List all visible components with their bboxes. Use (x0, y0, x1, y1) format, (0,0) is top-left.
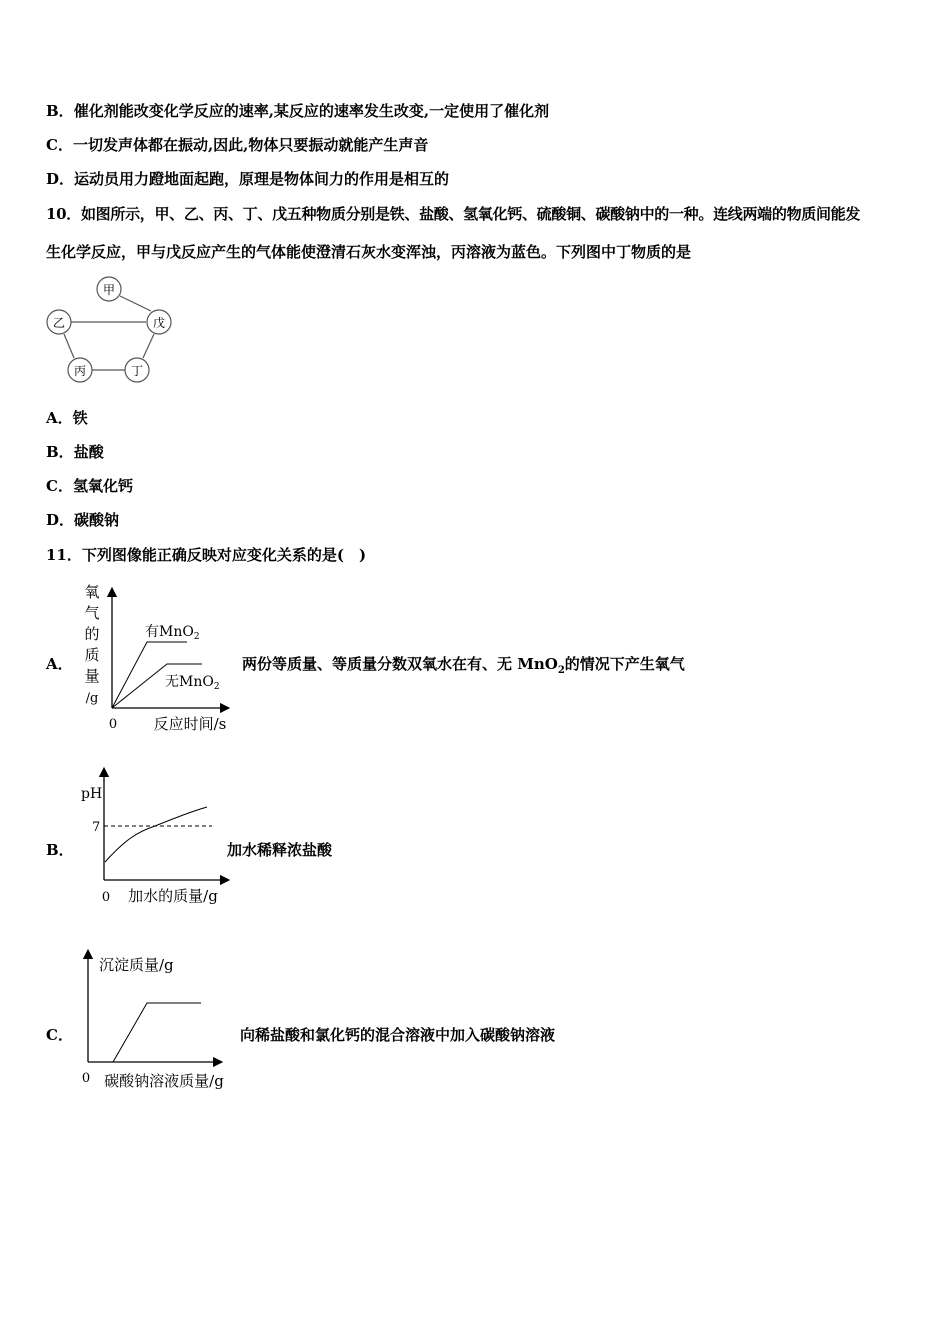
option-text: 运动员用力蹬地面起跑，原理是物体间力的作用是相互的 (74, 170, 450, 188)
q11-stem: 11．下列图像能正确反映对应变化关系的是( ) (46, 546, 367, 564)
edge-yi-bing (64, 334, 74, 358)
x-axis-label: 加水的质量/g (128, 887, 218, 905)
q10-option-a (46, 408, 88, 428)
y-axis-label-char: 气 (84, 604, 100, 622)
q9-option-c (46, 135, 428, 155)
x-axis-label: 反应时间/s (153, 715, 227, 733)
node-wu (147, 310, 171, 334)
precipitate-curve (113, 1003, 201, 1062)
option-letter: B． (46, 102, 74, 120)
q9-option-b (46, 101, 549, 121)
node-yi-label: 乙 (52, 316, 66, 330)
q11-option-c-desc: 向稀盐酸和氯化钙的混合溶液中加入碳酸钠溶液 (240, 1026, 556, 1044)
tick-7-label: 7 (92, 820, 101, 835)
option-letter: D． (46, 170, 75, 188)
y-axis-label: 沉淀质量/g (99, 956, 174, 974)
label-without-mno2: 无MnO$_2$ (165, 674, 220, 692)
origin-label: 0 (108, 717, 118, 732)
q9-option-d (46, 169, 449, 189)
option-letter: A． (46, 409, 73, 427)
q10-option-b (46, 442, 104, 462)
edge-jia-wu (120, 296, 151, 311)
q11-graph-a (75, 578, 250, 738)
option-text: 碳酸钠 (74, 511, 120, 529)
q11-option-a-letter: A． (46, 655, 73, 673)
q10-option-c (46, 476, 133, 496)
desc-subscript: 2 (557, 665, 565, 676)
ph-curve (105, 807, 207, 862)
q11-option-b-desc: 加水稀释浓盐酸 (227, 841, 333, 859)
label-with-mno2: 有MnO$_2$ (145, 624, 200, 642)
node-jia (97, 277, 121, 301)
node-yi (47, 310, 71, 334)
option-letter: B． (46, 443, 74, 461)
origin-label: 0 (81, 1071, 91, 1086)
node-bing (68, 358, 92, 382)
option-text: 催化剂能改变化学反应的速率,某反应的速率发生改变,一定使用了催化剂 (73, 102, 550, 120)
option-text: 氢氧化钙 (72, 477, 133, 495)
q11-option-a-desc (242, 654, 685, 681)
q10-stem-line2: 生化学反应，甲与戊反应产生的气体能使澄清石灰水变浑浊，丙溶液为蓝色。下列图中丁物质的是 (46, 243, 692, 261)
y-axis-label-char: 的 (84, 625, 100, 643)
node-ding-label: 丁 (130, 364, 144, 378)
q11-graph-b (75, 762, 235, 912)
q10-option-d (46, 510, 119, 530)
option-letter: D． (46, 511, 75, 529)
option-letter: C． (46, 136, 73, 154)
node-ding (125, 358, 149, 382)
q11-option-c-letter: C． (46, 1026, 73, 1044)
desc-text: 两份等质量、等质量分数双氧水在有、无 MnO (242, 655, 558, 673)
x-axis-label: 碳酸钠溶液质量/g (104, 1072, 224, 1090)
node-wu-label: 戊 (152, 316, 166, 330)
origin-label: 0 (101, 890, 111, 905)
q10-pentagon-diagram (42, 274, 182, 389)
desc-text: 的情况下产生氧气 (564, 655, 685, 673)
y-axis-label-char: /g (85, 691, 99, 706)
option-text: 铁 (72, 409, 88, 427)
q11-graph-c (75, 948, 250, 1098)
q10-stem-line1: 10．如图所示，甲、乙、丙、丁、戊五种物质分别是铁、盐酸、氢氧化钙、硫酸铜、碳酸钠中的一种。连线两端的物质间能发 (46, 205, 861, 223)
y-axis-label-char: 量 (84, 667, 100, 685)
y-axis-label-char: 质 (84, 646, 100, 664)
option-text: 一切发声体都在振动,因此,物体只要振动就能产生声音 (72, 136, 429, 154)
option-text: 盐酸 (73, 443, 104, 461)
node-jia-label: 甲 (102, 283, 116, 297)
node-bing-label: 丙 (73, 364, 87, 378)
q11-option-b-letter: B． (46, 841, 74, 859)
option-letter: C． (46, 477, 73, 495)
edge-ding-wu (143, 334, 154, 358)
y-axis-label: pH (81, 786, 103, 802)
y-axis-label-char: 氧 (84, 583, 100, 601)
